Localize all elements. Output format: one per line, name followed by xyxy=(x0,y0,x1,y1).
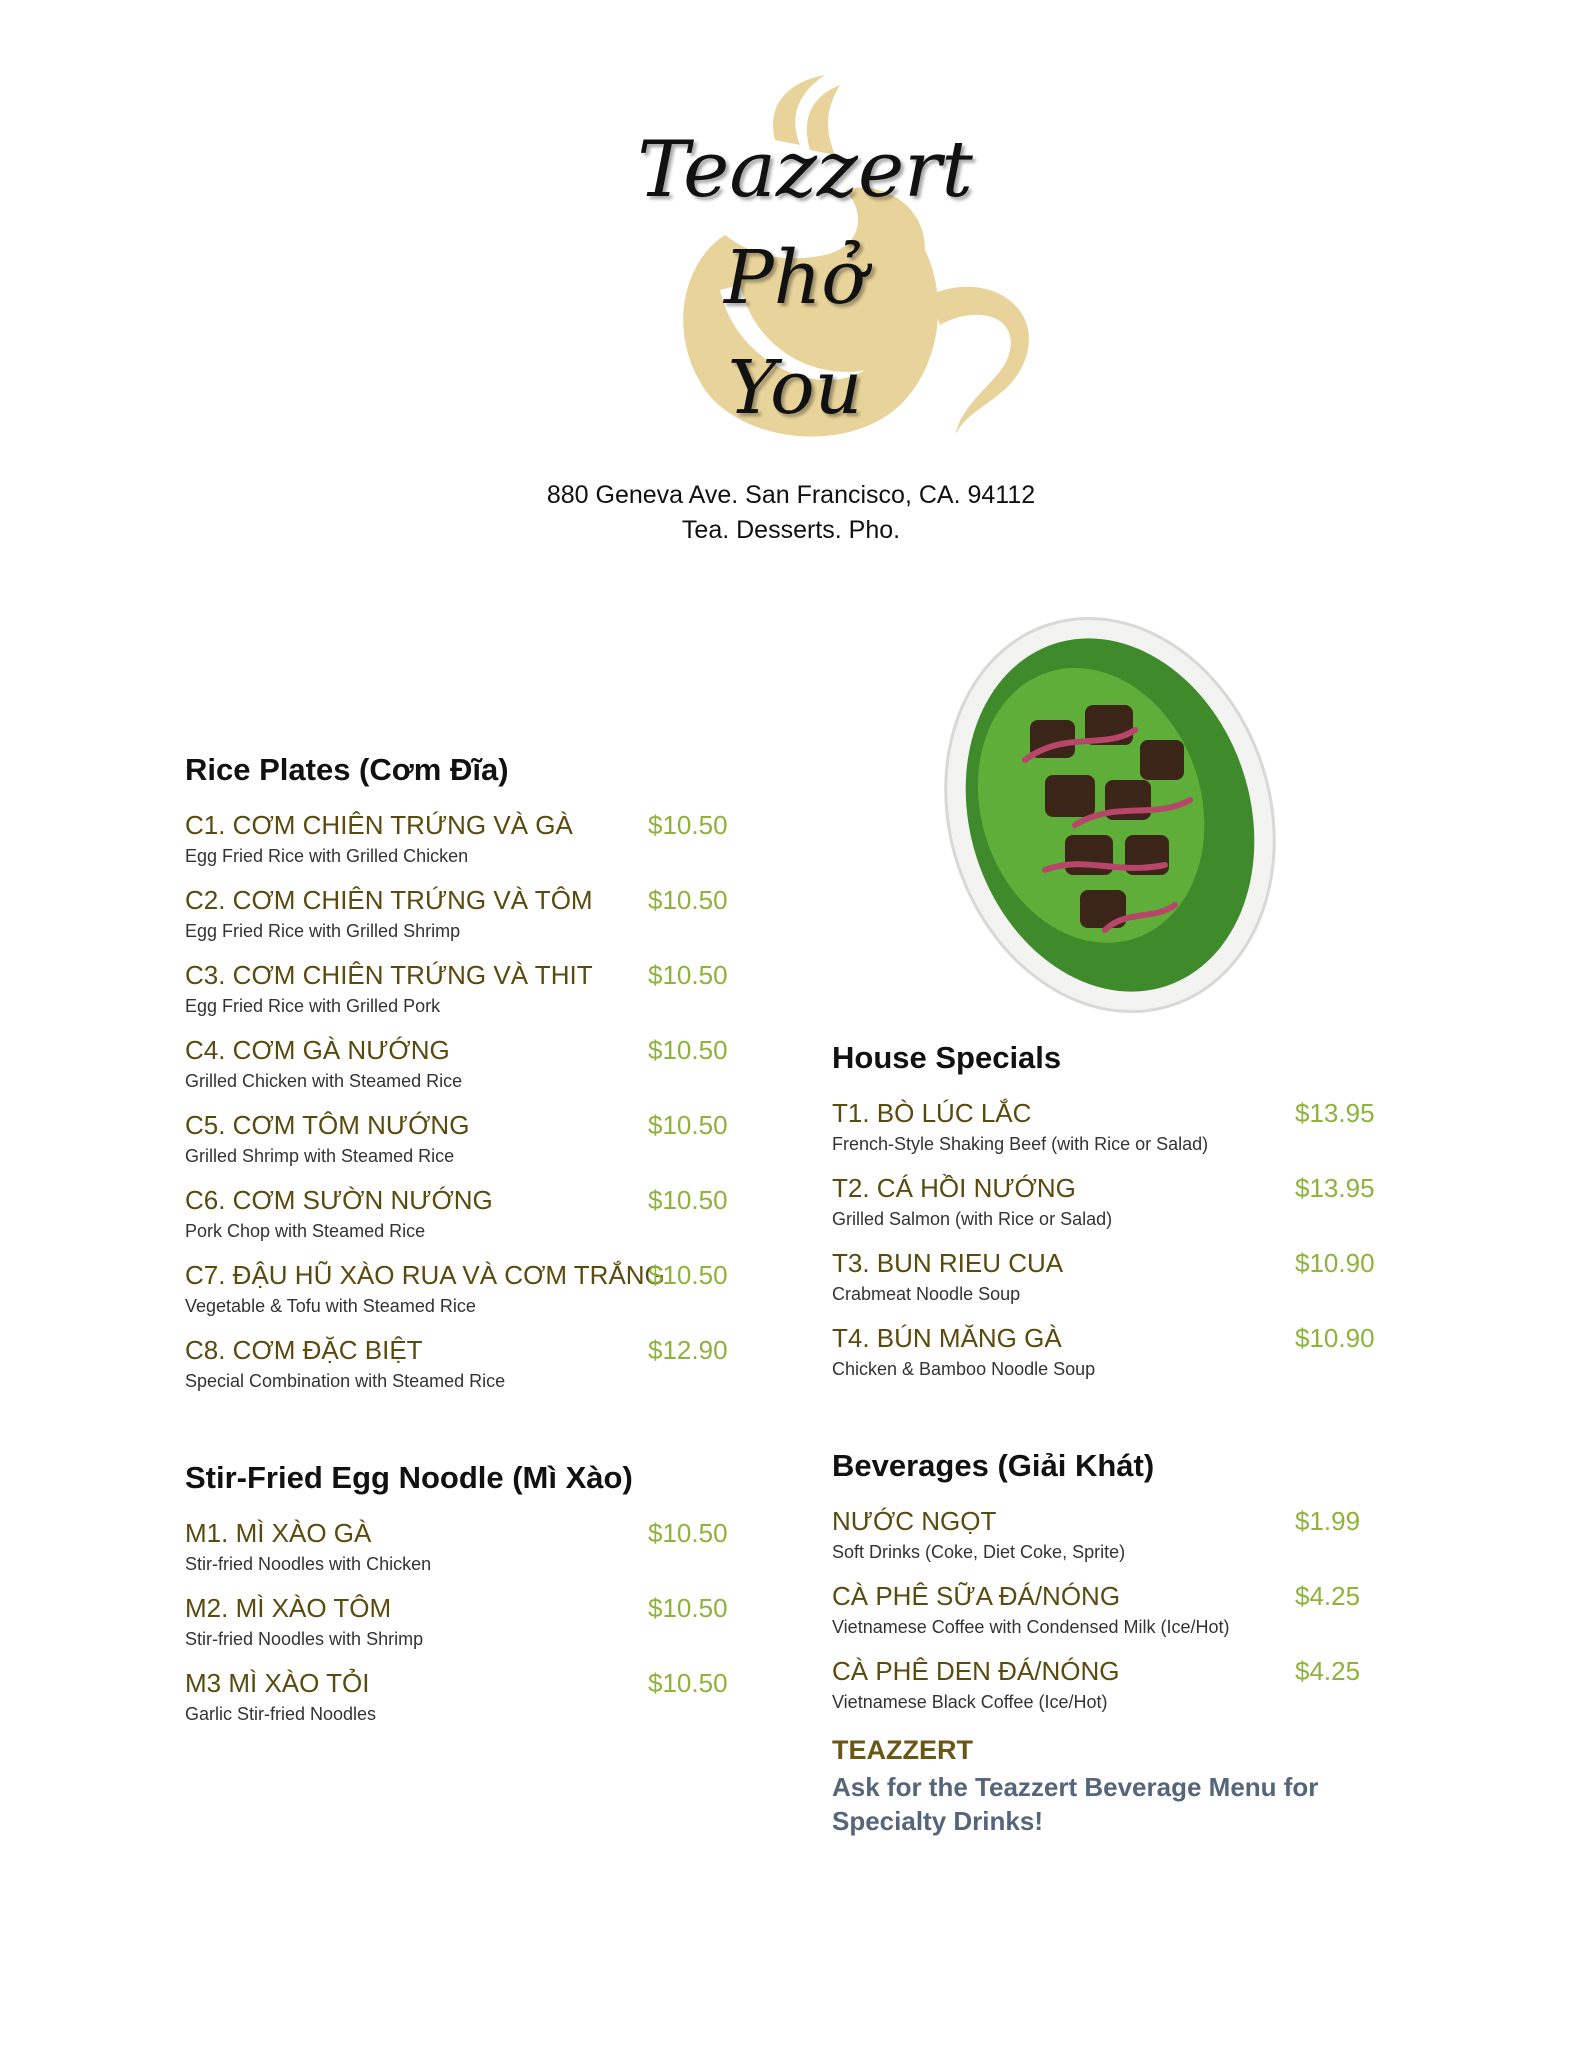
menu-item xyxy=(185,810,745,885)
item-name: C1. CƠM CHIÊN TRỨNG VÀ GÀ xyxy=(185,810,573,840)
item-price: $4.25 xyxy=(1295,1656,1361,1686)
item-price: $10.50 xyxy=(648,1110,728,1140)
teazzert-heading: TEAZZERT xyxy=(832,1735,973,1765)
logo-line-3: You xyxy=(727,345,863,431)
menu-item xyxy=(185,960,745,1035)
item-description: Crabmeat Noodle Soup xyxy=(832,1284,1021,1304)
item-price: $10.50 xyxy=(648,960,728,990)
item-name: NƯỚC NGỌT xyxy=(832,1506,997,1536)
item-price: $13.95 xyxy=(1295,1173,1375,1203)
menu-item xyxy=(185,1518,745,1593)
item-name: C5. CƠM TÔM NƯỚNG xyxy=(185,1110,470,1140)
item-name: CÀ PHÊ SỮA ĐÁ/NÓNG xyxy=(832,1581,1121,1611)
item-price: $12.90 xyxy=(648,1335,728,1365)
menu-item xyxy=(832,1098,1392,1173)
menu-item xyxy=(185,1035,745,1110)
item-name: C7. ĐẬU HŨ XÀO RUA VÀ CƠM TRẮNG xyxy=(185,1260,665,1290)
menu-item xyxy=(185,1185,745,1260)
menu-item xyxy=(832,1323,1392,1398)
item-description: Vietnamese Black Coffee (Ice/Hot) xyxy=(832,1692,1108,1712)
item-name: C8. CƠM ĐẶC BIỆT xyxy=(185,1335,423,1365)
tagline: Tea. Desserts. Pho. xyxy=(681,516,901,544)
item-price: $10.50 xyxy=(648,885,728,915)
item-price: $10.90 xyxy=(1295,1323,1375,1353)
item-description: French-Style Shaking Beef (with Rice or Salad) xyxy=(832,1134,1209,1154)
section-title: House Specials xyxy=(832,1040,1062,1075)
item-description: Egg Fried Rice with Grilled Pork xyxy=(185,996,441,1016)
menu-item xyxy=(832,1248,1392,1323)
item-description: Grilled Shrimp with Steamed Rice xyxy=(185,1146,455,1166)
menu-item xyxy=(185,1260,745,1335)
beverages-section xyxy=(832,1448,1392,1838)
teazzert-note: Ask for the Teazzert Beverage Menu for Specialty Drinks! xyxy=(832,1772,1319,1836)
item-description: Vegetable & Tofu with Steamed Rice xyxy=(185,1296,476,1316)
item-description: Stir-fried Noodles with Chicken xyxy=(185,1554,432,1574)
item-description: Egg Fried Rice with Grilled Chicken xyxy=(185,846,469,866)
item-description: Stir-fried Noodles with Shrimp xyxy=(185,1629,424,1649)
menu-item xyxy=(185,885,745,960)
item-name: M2. MÌ XÀO TÔM xyxy=(185,1593,392,1623)
item-name: T1. BÒ LÚC LẮC xyxy=(832,1098,1032,1128)
item-price: $10.50 xyxy=(648,1035,728,1065)
item-name: T2. CÁ HỒI NƯỚNG xyxy=(832,1173,1076,1203)
item-price: $10.50 xyxy=(648,810,728,840)
stir-fried-noodle-section xyxy=(185,1460,745,1743)
menu-item xyxy=(185,1110,745,1185)
item-name: C2. CƠM CHIÊN TRỨNG VÀ TÔM xyxy=(185,885,593,915)
item-description: Special Combination with Steamed Rice xyxy=(185,1371,506,1391)
rice-plates-section xyxy=(185,752,745,1410)
menu-item xyxy=(832,1173,1392,1248)
item-name: T4. BÚN MĂNG GÀ xyxy=(832,1323,1062,1353)
item-price: $4.25 xyxy=(1295,1581,1361,1611)
item-description: Garlic Stir-fried Noodles xyxy=(185,1704,377,1724)
item-description: Chicken & Bamboo Noodle Soup xyxy=(832,1359,1096,1379)
logo-line-1: Teazzert xyxy=(637,125,973,215)
item-price: $10.50 xyxy=(648,1668,728,1698)
logo xyxy=(625,70,1045,450)
item-description: Pork Chop with Steamed Rice xyxy=(185,1221,426,1241)
item-name: C3. CƠM CHIÊN TRỨNG VÀ THIT xyxy=(185,960,593,990)
item-description: Soft Drinks (Coke, Diet Coke, Sprite) xyxy=(832,1542,1126,1562)
item-description: Vietnamese Coffee with Condensed Milk (Ice/Hot) xyxy=(832,1617,1230,1637)
menu-item xyxy=(185,1593,745,1668)
section-title: Rice Plates (Cơm Đĩa) xyxy=(185,752,509,787)
section-title: Beverages (Giải Khát) xyxy=(832,1448,1155,1483)
item-price: $10.90 xyxy=(1295,1248,1375,1278)
item-name: C6. CƠM SƯỜN NƯỚNG xyxy=(185,1185,493,1215)
house-specials-section xyxy=(832,1040,1392,1398)
item-description: Grilled Chicken with Steamed Rice xyxy=(185,1071,463,1091)
address: 880 Geneva Ave. San Francisco, CA. 94112 xyxy=(546,481,1036,509)
item-price: $1.99 xyxy=(1295,1506,1361,1536)
item-description: Egg Fried Rice with Grilled Shrimp xyxy=(185,921,461,941)
item-price: $10.50 xyxy=(648,1593,728,1623)
shaking-beef-photo xyxy=(935,610,1285,1020)
item-name: T3. BUN RIEU CUA xyxy=(832,1248,1064,1278)
menu-item xyxy=(185,1668,745,1743)
item-name: CÀ PHÊ DEN ĐÁ/NÓNG xyxy=(832,1656,1120,1686)
section-title: Stir-Fried Egg Noodle (Mì Xào) xyxy=(185,1460,633,1495)
menu-item xyxy=(185,1335,745,1410)
logo-line-2: Phở xyxy=(723,235,866,321)
item-name: C4. CƠM GÀ NƯỚNG xyxy=(185,1035,450,1065)
restaurant-info xyxy=(0,478,1582,548)
item-price: $13.95 xyxy=(1295,1098,1375,1128)
item-price: $10.50 xyxy=(648,1185,728,1215)
menu-item xyxy=(832,1656,1392,1731)
menu-item xyxy=(832,1581,1392,1656)
menu-item xyxy=(832,1506,1392,1581)
item-name: M1. MÌ XÀO GÀ xyxy=(185,1518,372,1548)
item-description: Grilled Salmon (with Rice or Salad) xyxy=(832,1209,1113,1229)
item-price: $10.50 xyxy=(648,1518,728,1548)
item-price: $10.50 xyxy=(648,1260,728,1290)
item-name: M3 MÌ XÀO TỎI xyxy=(185,1668,370,1698)
